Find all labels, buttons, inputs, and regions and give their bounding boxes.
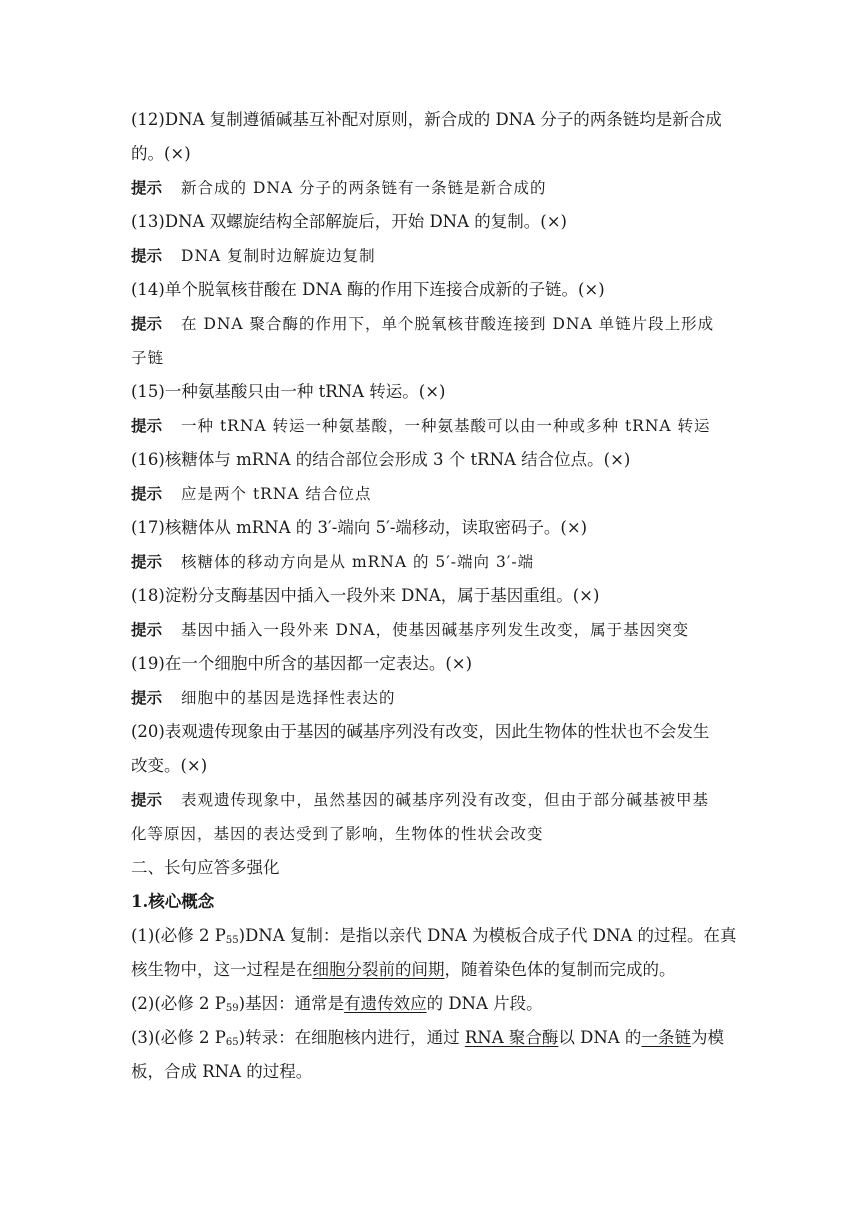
underlined-term: 有遗传效应	[344, 994, 427, 1013]
question-16: (16)核糖体与 mRNA 的结合部位会形成 3 个 tRNA 结合位点。(×)	[131, 450, 631, 469]
concept-1-line1: (1)(必修 2 $P_{55})DNA$ 复制：是指以亲代 DNA 为模板合成子代 DNA 的过程。在真	[131, 926, 737, 946]
hint-label: 提示	[131, 416, 163, 435]
question-15: (15)一种氨基酸只由一种 tRNA 转运。(×)	[131, 382, 446, 401]
hint-label: 提示	[131, 790, 163, 809]
hint-label: 提示	[131, 688, 163, 707]
question-14: (14)单个脱氧核苷酸在 DNA 酶的作用下连接合成新的子链。(×)	[131, 280, 605, 299]
hint-label: 提示	[131, 552, 163, 571]
subsection-title: 1.核心概念	[131, 892, 215, 911]
question-12-cont: 的。(×)	[131, 144, 191, 163]
question-20: (20)表观遗传现象由于基因的碱基序列没有改变，因此生物体的性状也不会发生	[131, 722, 710, 741]
question-19: (19)在一个细胞中所含的基因都一定表达。(×)	[131, 654, 473, 673]
document-page	[131, 103, 737, 1089]
hint-19: 提示 细胞中的基因是选择性表达的	[131, 688, 396, 707]
hint-20: 提示 表观遗传现象中，虽然基因的碱基序列没有改变，但由于部分碱基被甲基	[131, 790, 710, 809]
hint-20-cont: 化等原因，基因的表达受到了影响，生物体的性状会改变	[131, 825, 544, 843]
hint-14: 提示 在 DNA 聚合酶的作用下，单个脱氧核苷酸连接到 DNA 单链片段上形成	[131, 314, 715, 333]
hint-14-cont: 子链	[131, 349, 165, 367]
concept-1-line2: 核生物中，这一过程是在细胞分裂前的间期，随着染色体的复制而完成的。	[131, 960, 676, 979]
hint-label: 提示	[131, 178, 163, 197]
hint-17: 提示 核糖体的移动方向是从 mRNA 的 5′-端向 3′-端	[131, 552, 535, 571]
hint-15: 提示 一种 tRNA 转运一种氨基酸，一种氨基酸可以由一种或多种 tRNA 转运	[131, 416, 711, 435]
question-20-cont: 改变。(×)	[131, 756, 208, 775]
concept-3-line1: (3)(必修 2 $P_{65}$)转录：在细胞核内进行，通过 RNA 聚合酶以 DNA 的一条链为模	[131, 1028, 724, 1048]
hint-18: 提示 基因中插入一段外来 DNA，使基因碱基序列发生改变，属于基因突变	[131, 620, 690, 639]
section-title: 二、长句应答多强化	[131, 858, 280, 877]
underlined-term: 一条链	[641, 1028, 691, 1047]
question-12: (12)DNA 复制遵循碱基互补配对原则，新合成的 DNA 分子的两条链均是新合成	[131, 110, 722, 129]
hint-label: 提示	[131, 484, 163, 503]
question-18: (18)淀粉分支酶基因中插入一段外来 DNA，属于基因重组。(×)	[131, 586, 600, 605]
hint-16: 提示 应是两个 tRNA 结合位点	[131, 484, 372, 503]
question-13: (13)DNA 双螺旋结构全部解旋后，开始 DNA 的复制。(×)	[131, 212, 567, 231]
hint-label: 提示	[131, 246, 163, 265]
hint-label: 提示	[131, 314, 163, 333]
hint-label: 提示	[131, 620, 163, 639]
hint-12: 提示 新合成的 DNA 分子的两条链有一条链是新合成的	[131, 178, 547, 197]
question-17: (17)核糖体从 mRNA 的 3′-端向 5′-端移动，读取密码子。(×)	[131, 518, 588, 537]
concept-2: (2)(必修 2 $P_{59}$)基因：通常是有遗传效应的 DNA 片段。	[131, 994, 543, 1014]
hint-13: 提示 DNA 复制时边解旋边复制	[131, 246, 376, 265]
underlined-term: 细胞分裂前的间期	[312, 960, 445, 979]
underlined-term: RNA 聚合酶	[464, 1028, 559, 1047]
concept-3-line2: 板，合成 RNA 的过程。	[131, 1062, 313, 1081]
